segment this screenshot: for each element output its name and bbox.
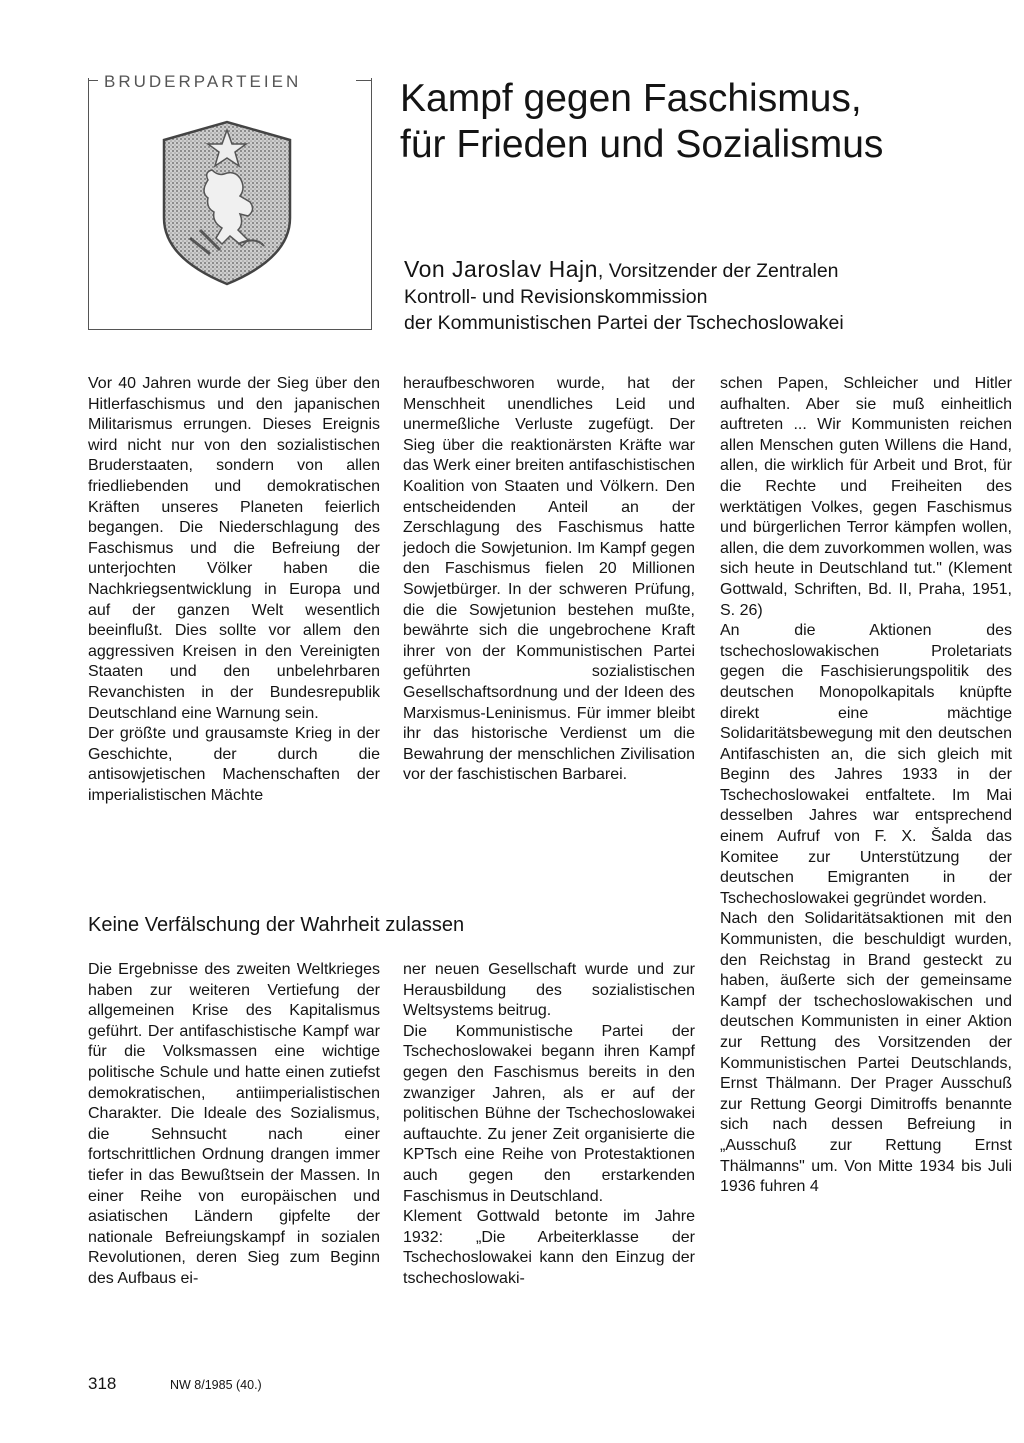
paragraph: Der größte und grausamste Krieg in der Geschichte, der durch die antisowjetischen Machenschaften der imperialistischen Mächte	[88, 725, 380, 804]
author-role-3: der Kommunistischen Partei der Tschechoslowakei	[404, 312, 844, 334]
column-2-bottom	[403, 960, 695, 1290]
paragraph: Die Ergebnisse des zweiten Weltkrieges haben zur weiteren Vertiefung der allgemeinen Krise des Kapitalismus geführt. Der antifaschistische Kampf war für die Volksmassen eine wichtige politische Schule und hatte einen zutiefst demokratischen, antiimperialistischen Charakter. Die Ideale des Sozialismus, die Sehnsucht nach einer fortschrittlichen Ordnung drangen immer tiefer in das Bewußtsein der Massen. In einer Reihe von europäischen und asiatischen Ländern gipfelte der nationale Befreiungskampf in sozialen Revolutionen, deren Sieg zum Beginn des Aufbaus ei-	[88, 961, 380, 1287]
headline-line-2: für Frieden und Sozialismus	[400, 123, 884, 166]
article-headline	[400, 76, 1000, 168]
kicker-frame-corner	[88, 80, 98, 81]
headline-line-1: Kampf gegen Faschismus,	[400, 77, 862, 120]
paragraph: schen Papen, Schleicher und Hitler aufhalten. Aber sie muß einheitlich auftreten ... Wir Kommunisten reichen allen Menschen guten Willens die Hand, allen, die wirklich für Arbeit und Brot, für die Rechte und Freiheiten des werktätigen Volkes, gegen Faschismus und bürgerlichen Terror kämpfen wollen, allen, die dem zuvorkommen wollen, was sich heute in Deutschland tut." (Klement Gottwald, Schriften, Bd. II, Praha, 1951, S. 26)	[720, 375, 1012, 619]
section-label: BRUDERPARTEIEN	[98, 72, 307, 92]
paragraph: Die Kommunistische Partei der Tschechoslowakei begann ihren Kampf gegen den Faschismus bereits in den zwanziger Jahren, als er auf der politischen Bühne der Tschechoslowakei auftauchte. Zu jener Zeit organisierte die KPTsch eine Reihe von Protestaktionen auch gegen den erstarkenden Faschismus in Deutschland.	[403, 1022, 695, 1205]
paragraph: ner neuen Gesellschaft wurde und zur Herausbildung des sozialistischen Weltsystems beitrug.	[403, 961, 695, 1020]
column-1-bottom	[88, 960, 380, 1290]
page-number: 318	[88, 1374, 117, 1393]
issue-reference: NW 8/1985 (40.)	[170, 1378, 262, 1392]
czechoslovak-coat-of-arms-icon	[160, 118, 294, 288]
byline	[404, 256, 1004, 336]
column-3	[720, 374, 1012, 1198]
paragraph: An die Aktionen des tschechoslowakischen Proletariats gegen die Faschisierungspolitik des deutschen Monopolkapitals knüpfte direkt eine mächtige Solidaritätsbewegung mit den deutschen Antifaschisten an, die sich gleich mit Beginn des Jahres 1933 in der Tschechoslowakei entfaltete. Im Mai desselben Jahres war entsprechend einem Aufruf von F. X. Šalda das Komitee zur Unterstützung der deutschen Emigranten in der Tschechoslowakei gegründet worden.	[720, 622, 1012, 907]
paragraph: heraufbeschworen wurde, hat der Menschheit unendliches Leid und unermeßliche Verluste zugefügt. Der Sieg über die reaktionärsten Kräfte war das Werk einer breiten antifaschistischen Koalition von Staaten und Völkern. Den entscheidenden Anteil an der Zerschlagung des Faschismus hatte jedoch die Sowjetunion. Im Kampf gegen den Faschismus fielen 20 Millionen Sowjetbürger. In der schweren Prüfung, die die Sowjetunion bestehen mußte, bewährte sich die ungebrochene Kraft ihrer von der Kommunistischen Partei geführten sozialistischen Gesellschaftsordnung und der Ideen des Marxismus-Leninismus. Für immer bleibt ihr das historische Verdienst um die Bewahrung der menschlichen Zivilisation vor der faschistischen Barbarei.	[403, 375, 695, 784]
column-2-top	[403, 374, 695, 786]
kicker-frame-corner	[356, 80, 372, 81]
paragraph: Klement Gottwald betonte im Jahre 1932: „Die Arbeiterklasse der Tschechoslowakei kann den Einzug der tschechoslowaki-	[403, 1208, 695, 1287]
paragraph: Nach den Solidaritätsaktionen mit den Kommunisten, die beschuldigt wurden, den Reichstag in Brand gesteckt zu haben, äußerte sich der gemeinsame Kampf der tschechoslowakischen und deutschen Kommunisten in einer Aktion zur Rettung des Vorsitzenden der Kommunistischen Partei Deutschlands, Ernst Thälmann. Der Prager Ausschuß zur Rettung Georgi Dimitroffs benannte sich nach dessen Befreiung in „Ausschuß zur Rettung Ernst Thälmanns" um. Von Mitte 1934 bis Juli 1936 fuhren 4	[720, 910, 1012, 1196]
section-subheading: Keine Verfälschung der Wahrheit zulassen	[88, 914, 465, 936]
paragraph: Vor 40 Jahren wurde der Sieg über den Hitlerfaschismus und den japanischen Militarismus errungen. Dieses Ereignis wird nicht nur von den sozialistischen Bruderstaaten, sondern von allen friedliebenden und demokratischen Kräften unseres Planeten feierlich begangen. Die Niederschlagung des Faschismus und die Befreiung der unterjochten Völker haben die Nachkriegsentwicklung in Europa und auf der ganzen Welt wesentlich beeinflußt. Dies sollte vor allem den aggressiven Kreisen in den Vereinigten Staaten und den unbelehrbaren Revanchisten in der Bundesrepublik Deutschland eine Warnung sein.	[88, 375, 380, 722]
byline-prefix: Von	[404, 256, 453, 282]
author-name: Jaroslav Hajn	[452, 256, 598, 282]
author-role-1: , Vorsitzender der Zentralen	[597, 260, 839, 282]
column-1-top	[88, 374, 380, 806]
author-role-2: Kontroll- und Revisionskommission	[404, 286, 708, 308]
